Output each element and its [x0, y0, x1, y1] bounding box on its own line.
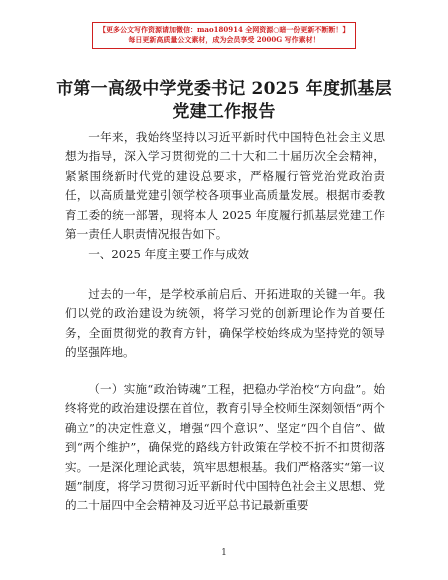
section-heading: 一、2025 年度主要工作与成效 — [88, 247, 249, 261]
promo-banner — [92, 22, 356, 49]
intro-paragraph: 一年来，我始终坚持以习近平新时代中国特色社会主义思想为指导，深入学习贯彻党的二十大和二十届历次全会精神，紧紧围绕新时代党的建设总要求，严格履行管党治党政治责任，以高质量党建引领学校各项事业高质量发展。根据市委教育工委的统一部署，现将本人 2025 年度履行抓基层党建工作第一责任人职责情况报告如下。 — [65, 130, 385, 242]
document-title: 市第一高级中学党委书记 2025 年度抓基层党建工作报告 — [56, 79, 392, 122]
body-paragraph: 过去的一年，是学校承前启后、开拓进取的关键一年。我们以党的政治建设为统领，将学习党的创新理论作为首要任务，全面贯彻党的教育方针，确保学校始终成为坚持党的领导的坚强阵地。 — [65, 287, 385, 360]
promo-banner-line1: 【更多公文写作资源请加微信：mao180914 全网资源○暗一份更新不断断！】 — [99, 25, 350, 34]
page-number: 1 — [221, 548, 227, 558]
body-paragraph: （一）实施“政治铸魂”工程，把稳办学治校“方向盘”。始终将党的政治建设摆在首位，教育引导全校师生深刻领悟“两个确立”的决定性意义，增强“四个意识”、坚定“四个自信”、做到“两个维护”，确保党的路线方针政策在学校不折不扣贯彻落实。一是深化理论武装，筑牢思想根基。我们严格落实“第一议题”制度，将学习贯彻习近平新时代中国特色社会主义思想、党的二十届四中全会精神及习近平总书记最新重要 — [65, 382, 385, 513]
promo-banner-line2: 每日更新高质量公文素材，成为会员享受 2000G 写作素材！ — [128, 35, 320, 44]
